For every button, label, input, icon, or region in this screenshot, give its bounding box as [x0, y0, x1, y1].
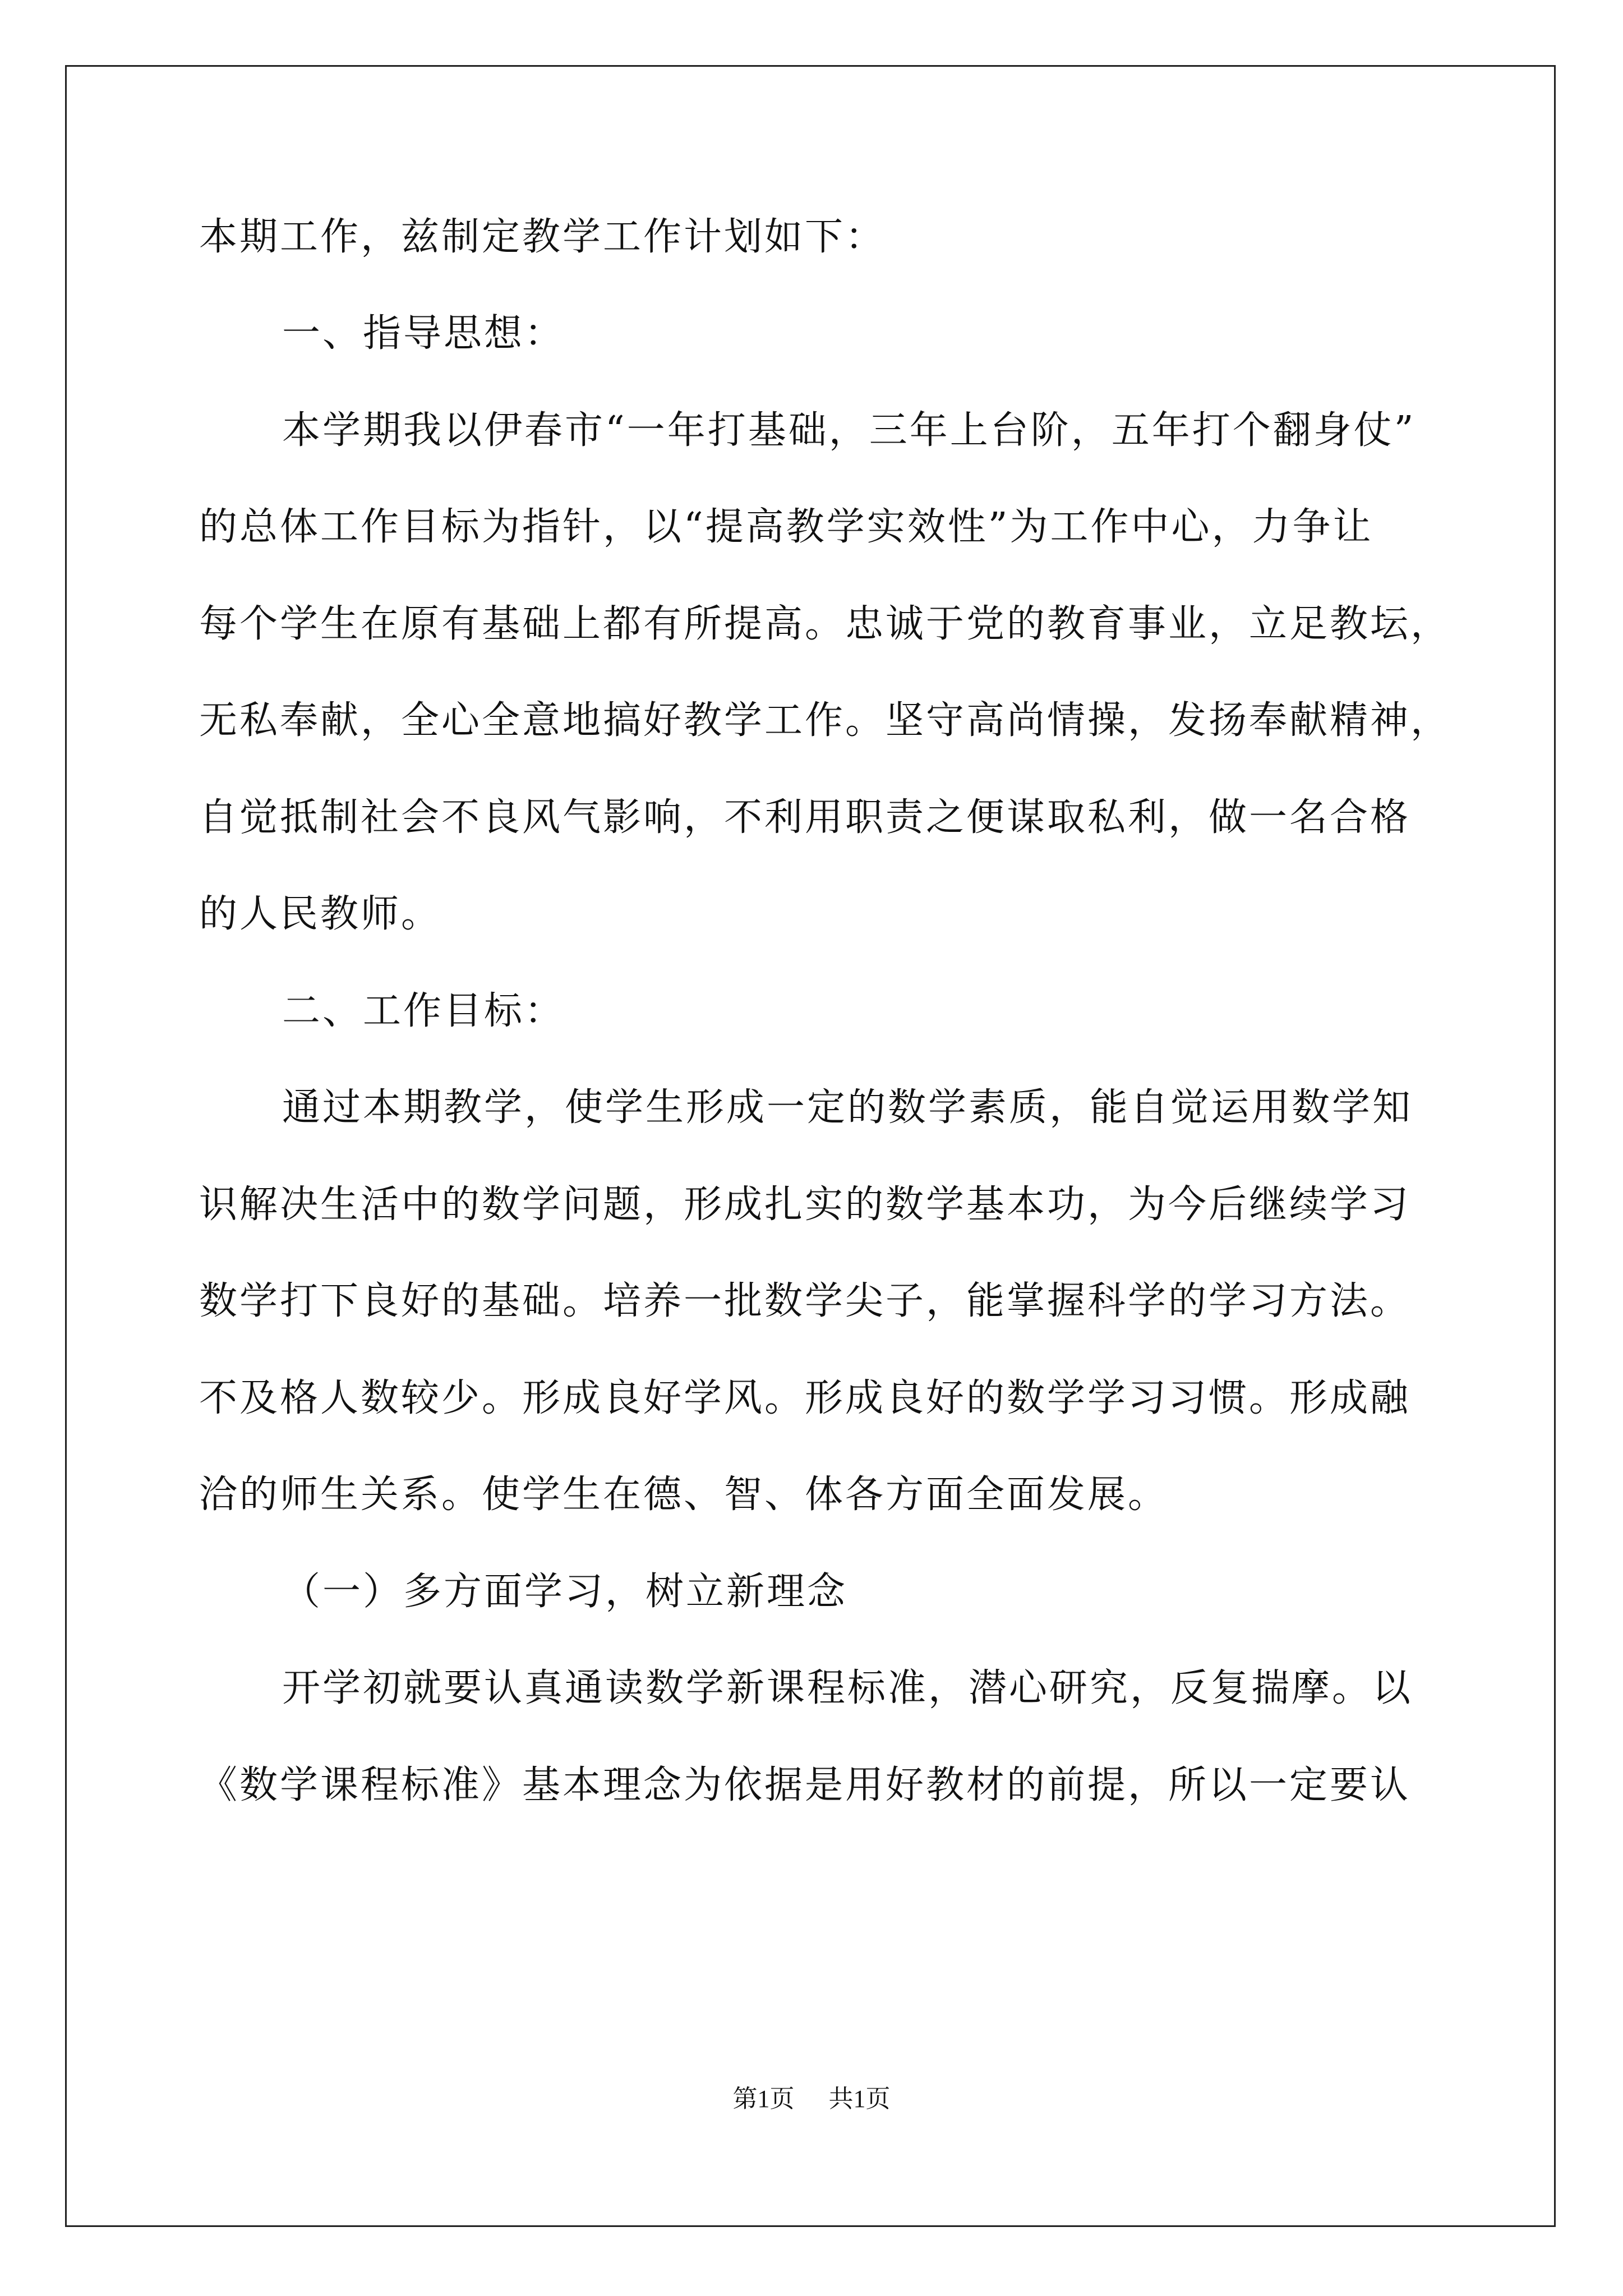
text-line: 洽的师生关系。使学生在德、智、体各方面全面发展。 [199, 1473, 1169, 1517]
text-line: 识解决生活中的数学问题，形成扎实的数学基本功，为今后继续学习 [199, 1182, 1411, 1227]
page-total: 共1页 [828, 2085, 891, 2113]
subsection-heading: （一）多方面学习，树立新理念 [282, 1570, 848, 1614]
text-line: 自觉抵制社会不良风气影响，不利用职责之便谋取私利，做一名合格 [199, 795, 1411, 840]
text-line: 不及格人数较少。形成良好学风。形成良好的数学学习习惯。形成融 [199, 1376, 1411, 1420]
section-heading: 一、指导思想： [282, 311, 565, 356]
text-line: 的人民教师。 [199, 892, 442, 936]
page-number: 第1页 [732, 2085, 795, 2113]
text-line: 数学打下良好的基础。培养一批数学尖子，能掌握科学的学习方法。 [199, 1279, 1411, 1323]
section-heading: 二、工作目标： [282, 989, 565, 1033]
text-line: 本期工作，兹制定教学工作计划如下： [199, 215, 886, 259]
text-line: 的总体工作目标为指针，以“提高教学实效性”为工作中心，力争让 [199, 505, 1373, 549]
page-border [65, 65, 1556, 2227]
text-line: 本学期我以伊春市“一年打基础，三年上台阶，五年打个翻身仗” [282, 408, 1416, 453]
text-line: 无私奉献，全心全意地搞好教学工作。坚守高尚情操，发扬奉献精神， [199, 698, 1451, 743]
text-line: 开学初就要认真通读数学新课程标准，潜心研究，反复揣摩。以 [282, 1666, 1413, 1710]
text-line: 《数学课程标准》基本理念为依据是用好教材的前提，所以一定要认 [199, 1763, 1411, 1807]
page-footer [0, 2087, 1623, 2111]
text-line: 每个学生在原有基础上都有所提高。忠诚于党的教育事业，立足教坛， [199, 602, 1451, 646]
text-line: 通过本期教学，使学生形成一定的数学素质，能自觉运用数学知 [282, 1085, 1413, 1130]
